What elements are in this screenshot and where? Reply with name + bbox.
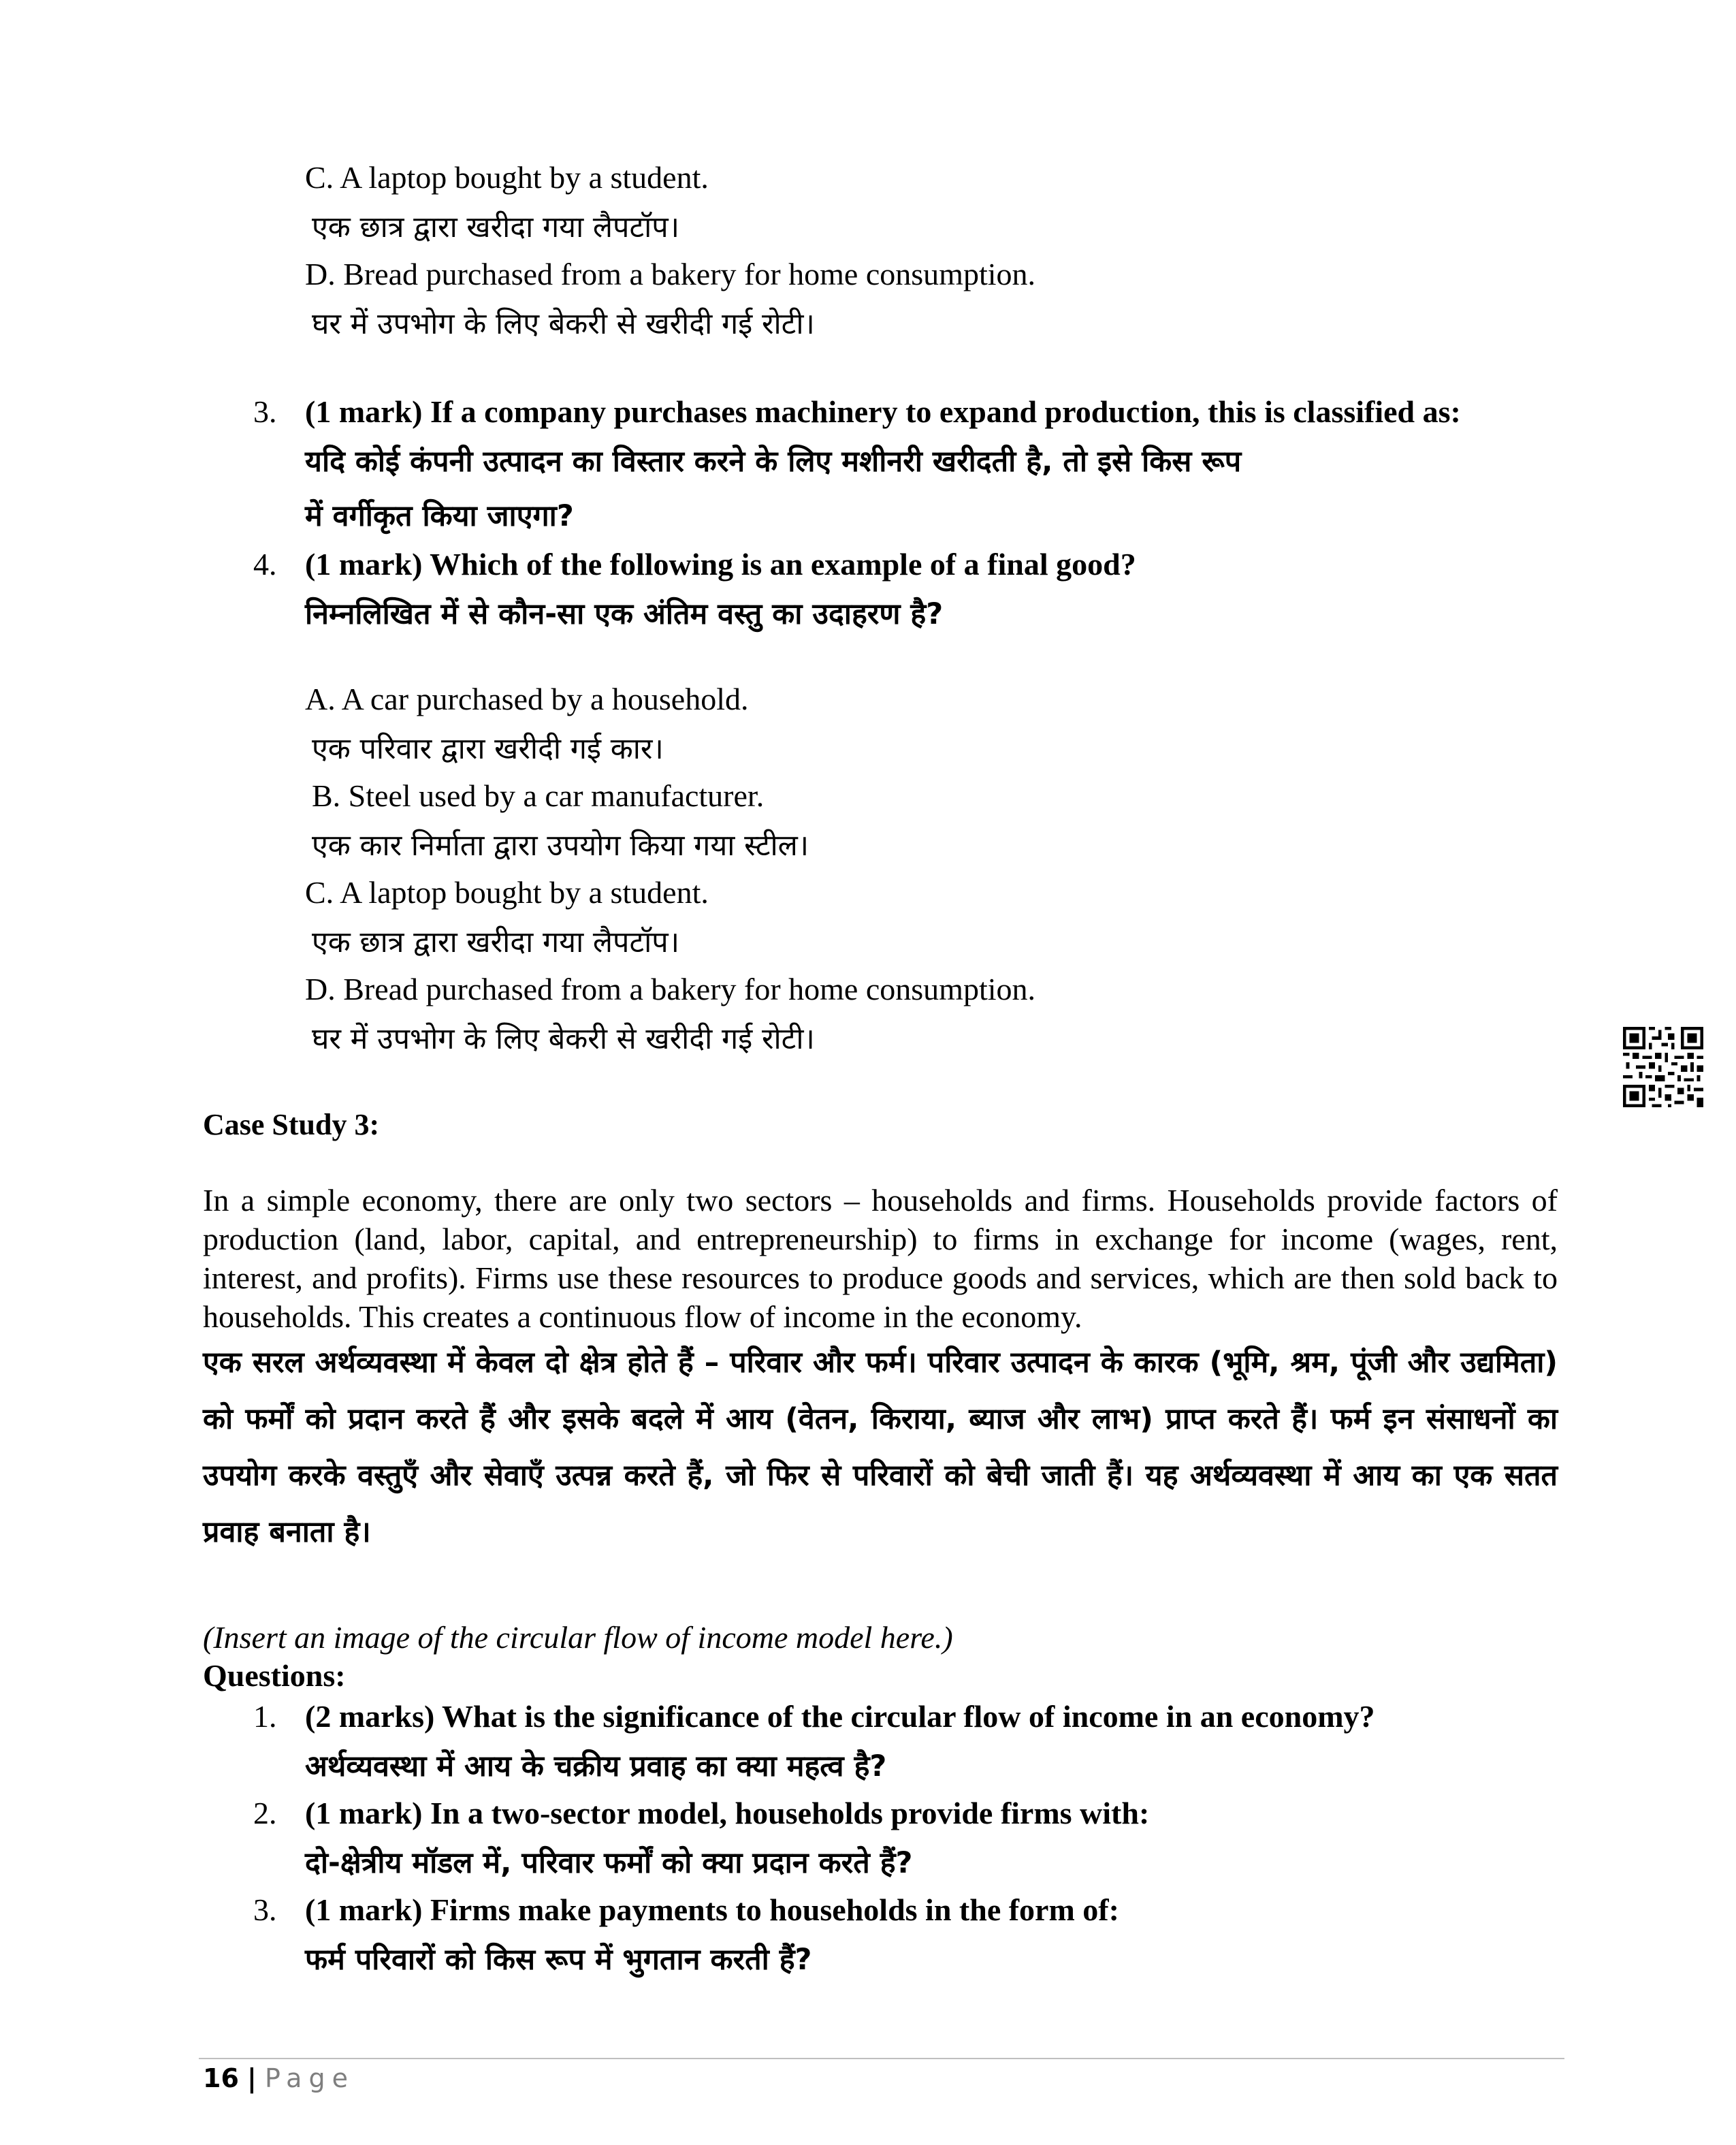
- question-4-hi: निम्नलिखित में से कौन-सा एक अंतिम वस्तु का उदाहरण है?: [305, 597, 944, 631]
- page-footer: [203, 2063, 355, 2093]
- cs-question-3-en: (1 mark) Firms make payments to households in the form of:: [305, 1892, 1119, 1927]
- case-study-paragraph-hi: एक सरल अर्थव्यवस्था में केवल दो क्षेत्र होते हैं – परिवार और फर्म। परिवार उत्पादन के कारक (भूमि, श्रम, पूंजी और उद्यमिता) को फर्मों को प्रदान करते हैं और इसके बदले में आय (वेतन, किराया, ब्याज और लाभ) प्राप्त करते हैं। फर्म इन संसाधनों का उपयोग करके वस्तुएँ और सेवाएँ उत्पन्न करते हैं, जो फिर से परिवारों को बेची जाती हैं। यह अर्थव्यवस्था में आय का एक सतत प्रवाह बनाता है।: [203, 1346, 1558, 1549]
- option-b-en: B. Steel used by a car manufacturer.: [312, 778, 765, 813]
- option-c-en: C. A laptop bought by a student.: [305, 875, 709, 910]
- cs-question-3-hi: फर्म परिवारों को किस रूप में भुगतान करती हैं?: [305, 1943, 812, 1977]
- qr-code-icon: [1623, 1027, 1703, 1107]
- page-label: Page: [264, 2063, 355, 2093]
- question-number: 1.: [253, 1699, 277, 1734]
- questions-label: Questions:: [203, 1658, 346, 1693]
- question-number: 3.: [253, 394, 277, 429]
- footer-divider: [199, 2058, 1564, 2059]
- question-number: 2.: [253, 1796, 277, 1830]
- cs-question-2-en: (1 mark) In a two-sector model, households provide firms with:: [305, 1796, 1150, 1830]
- question-3-en: (1 mark) If a company purchases machinery to expand production, this is classified as:: [305, 394, 1461, 429]
- question-number: 4.: [253, 547, 277, 582]
- option-d-en: D. Bread purchased from a bakery for home consumption.: [305, 972, 1036, 1006]
- cs-question-1-en: (2 marks) What is the significance of the circular flow of income in an economy?: [305, 1699, 1375, 1734]
- option-a-en: A. A car purchased by a household.: [305, 682, 749, 716]
- page-number: 16: [203, 2063, 239, 2093]
- option-d-hi: घर में उपभोग के लिए बेकरी से खरीदी गई रोटी।: [312, 307, 815, 341]
- option-a-hi: एक परिवार द्वारा खरीदी गई कार।: [312, 732, 664, 766]
- option-d-hi: घर में उपभोग के लिए बेकरी से खरीदी गई रोटी।: [312, 1022, 815, 1056]
- option-d-en: D. Bread purchased from a bakery for home consumption.: [305, 257, 1036, 291]
- question-3-hi-line2: में वर्गीकृत किया जाएगा?: [305, 499, 574, 533]
- image-placeholder-note: (Insert an image of the circular flow of income model here.): [203, 1620, 953, 1655]
- case-study-paragraph-en: In a simple economy, there are only two sectors – households and firms. Households provide factors of production (land, labor, capital, and entrepreneurship) to firms in exchange for income (wages, rent, interest, and profits). Firms use these resources to produce goods and services, which are then sold back to households. This creates a continuous flow of income in the economy.: [203, 1183, 1558, 1334]
- option-c-en: C. A laptop bought by a student.: [305, 160, 709, 195]
- case-study-heading: Case Study 3:: [203, 1108, 380, 1141]
- option-c-hi: एक छात्र द्वारा खरीदा गया लैपटॉप।: [312, 925, 680, 959]
- question-number: 3.: [253, 1892, 277, 1927]
- footer-separator: |: [246, 2063, 257, 2093]
- question-4-en: (1 mark) Which of the following is an example of a final good?: [305, 547, 1136, 582]
- cs-question-2-hi: दो-क्षेत्रीय मॉडल में, परिवार फर्मों को क्या प्रदान करते हैं?: [305, 1846, 913, 1880]
- question-3-hi-line1: यदि कोई कंपनी उत्पादन का विस्तार करने के लिए मशीनरी खरीदती है, तो इसे किस रूप: [305, 445, 1242, 479]
- option-c-hi: एक छात्र द्वारा खरीदा गया लैपटॉप।: [312, 210, 680, 244]
- cs-question-1-hi: अर्थव्यवस्था में आय के चक्रीय प्रवाह का क्या महत्व है?: [305, 1749, 887, 1783]
- option-b-hi: एक कार निर्माता द्वारा उपयोग किया गया स्टील।: [312, 829, 809, 863]
